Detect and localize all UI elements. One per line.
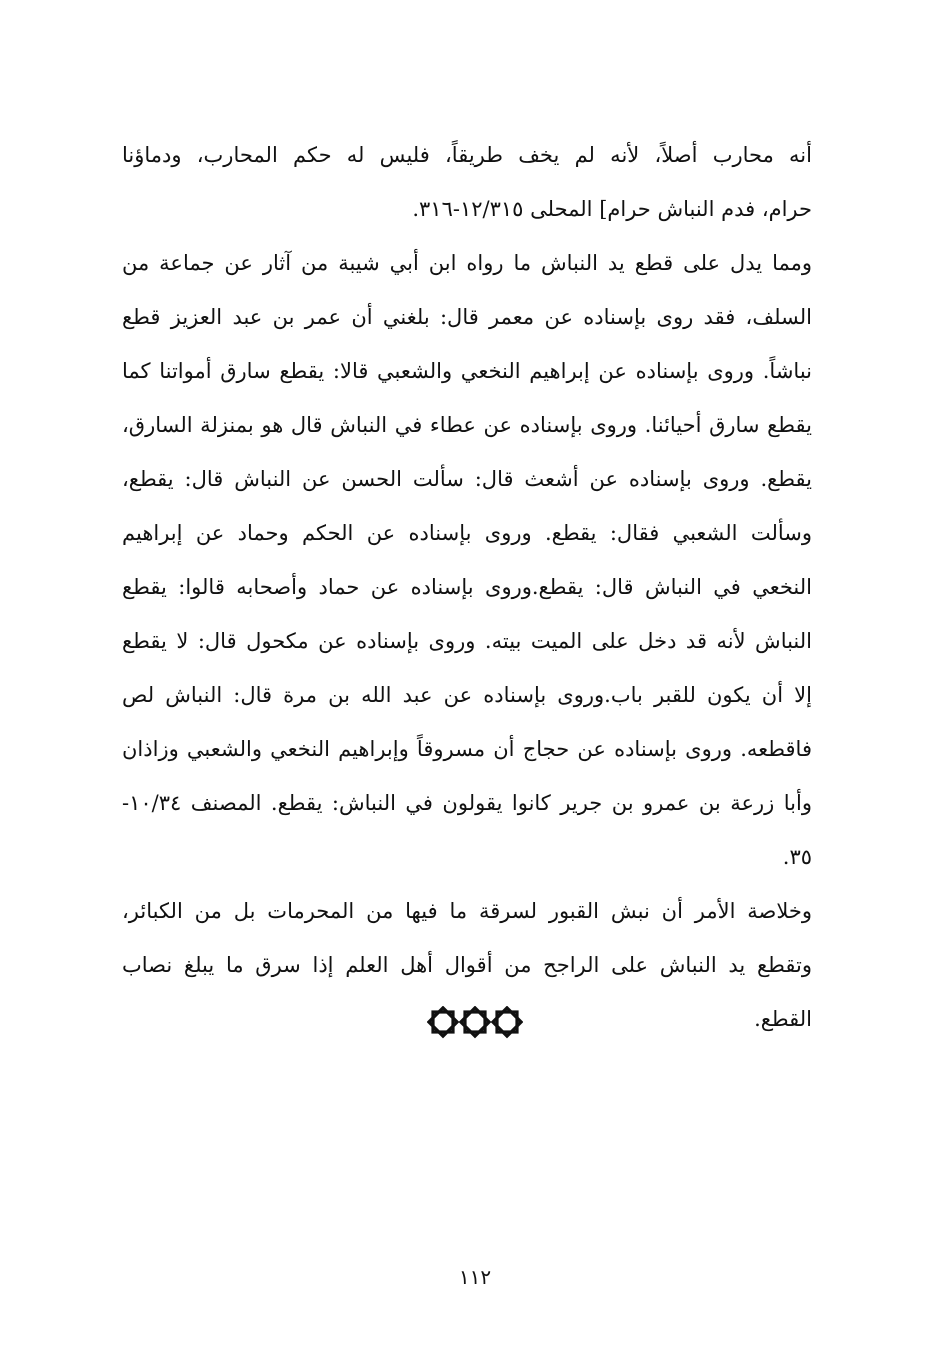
text-line: ٣٥. xyxy=(782,845,812,869)
text-line: أنه محارب أصلاً، لأنه لم يخف طريقاً، فليس له حكم المحارب، ودماؤنا xyxy=(122,143,812,167)
page-number: ١١٢ xyxy=(458,1265,492,1289)
text-line: النباش لأنه قد دخل على الميت بيته. وروى بإسناده عن مكحول قال: لا يقطع xyxy=(122,629,812,653)
text-line: وأبا زرعة بن عمرو بن جرير كانوا يقولون في النباش: يقطع. المصنف ١٠/٣٤- xyxy=(122,791,812,815)
text-line: ومما يدل على قطع يد النباش ما رواه ابن أبي شيبة من آثار عن جماعة من xyxy=(122,251,812,275)
text-line: وتقطع يد النباش على الراجح من أقوال أهل العلم إذا سرق ما يبلغ نصاب xyxy=(122,953,812,977)
text-line: القطع. xyxy=(754,1007,812,1031)
text-line: حرام، فدم النباش حرام] المحلى ١٢/٣١٥-٣١٦. xyxy=(412,197,812,221)
text-line: النخعي في النباش قال: يقطع.وروى بإسناده عن حماد وأصحابه قالوا: يقطع xyxy=(122,575,812,599)
text-line: يقطع سارق أحيائنا. وروى بإسناده عن عطاء في النباش قال هو بمنزلة السارق، xyxy=(122,413,812,437)
text-line: السلف، فقد روى بإسناده عن معمر قال: بلغني أن عمر بن عبد العزيز قطع xyxy=(122,305,812,329)
text-line: وخلاصة الأمر أن نبش القبور لسرقة ما فيها من المحرمات بل من الكبائر، xyxy=(122,899,812,923)
three-octagram-ornament-icon xyxy=(427,1006,523,1040)
text-line: فاقطعه. وروى بإسناده عن حجاج أن مسروقاً وإبراهيم النخعي والشعبي وزاذان xyxy=(122,737,812,761)
body-text xyxy=(122,128,812,1046)
section-ornament xyxy=(0,1006,950,1046)
text-line: يقطع. وروى بإسناده عن أشعث قال: سألت الحسن عن النباش قال: يقطع، xyxy=(122,467,812,491)
text-line: وسألت الشعبي فقال: يقطع. وروى بإسناده عن الحكم وحماد عن إبراهيم xyxy=(122,521,812,545)
text-line: إلا أن يكون للقبر باب.وروى بإسناده عن عبد الله بن مرة قال: النباش لص xyxy=(122,683,812,707)
text-line: نباشاً. وروى بإسناده عن إبراهيم النخعي والشعبي قالا: يقطع سارق أمواتنا كما xyxy=(122,359,812,383)
